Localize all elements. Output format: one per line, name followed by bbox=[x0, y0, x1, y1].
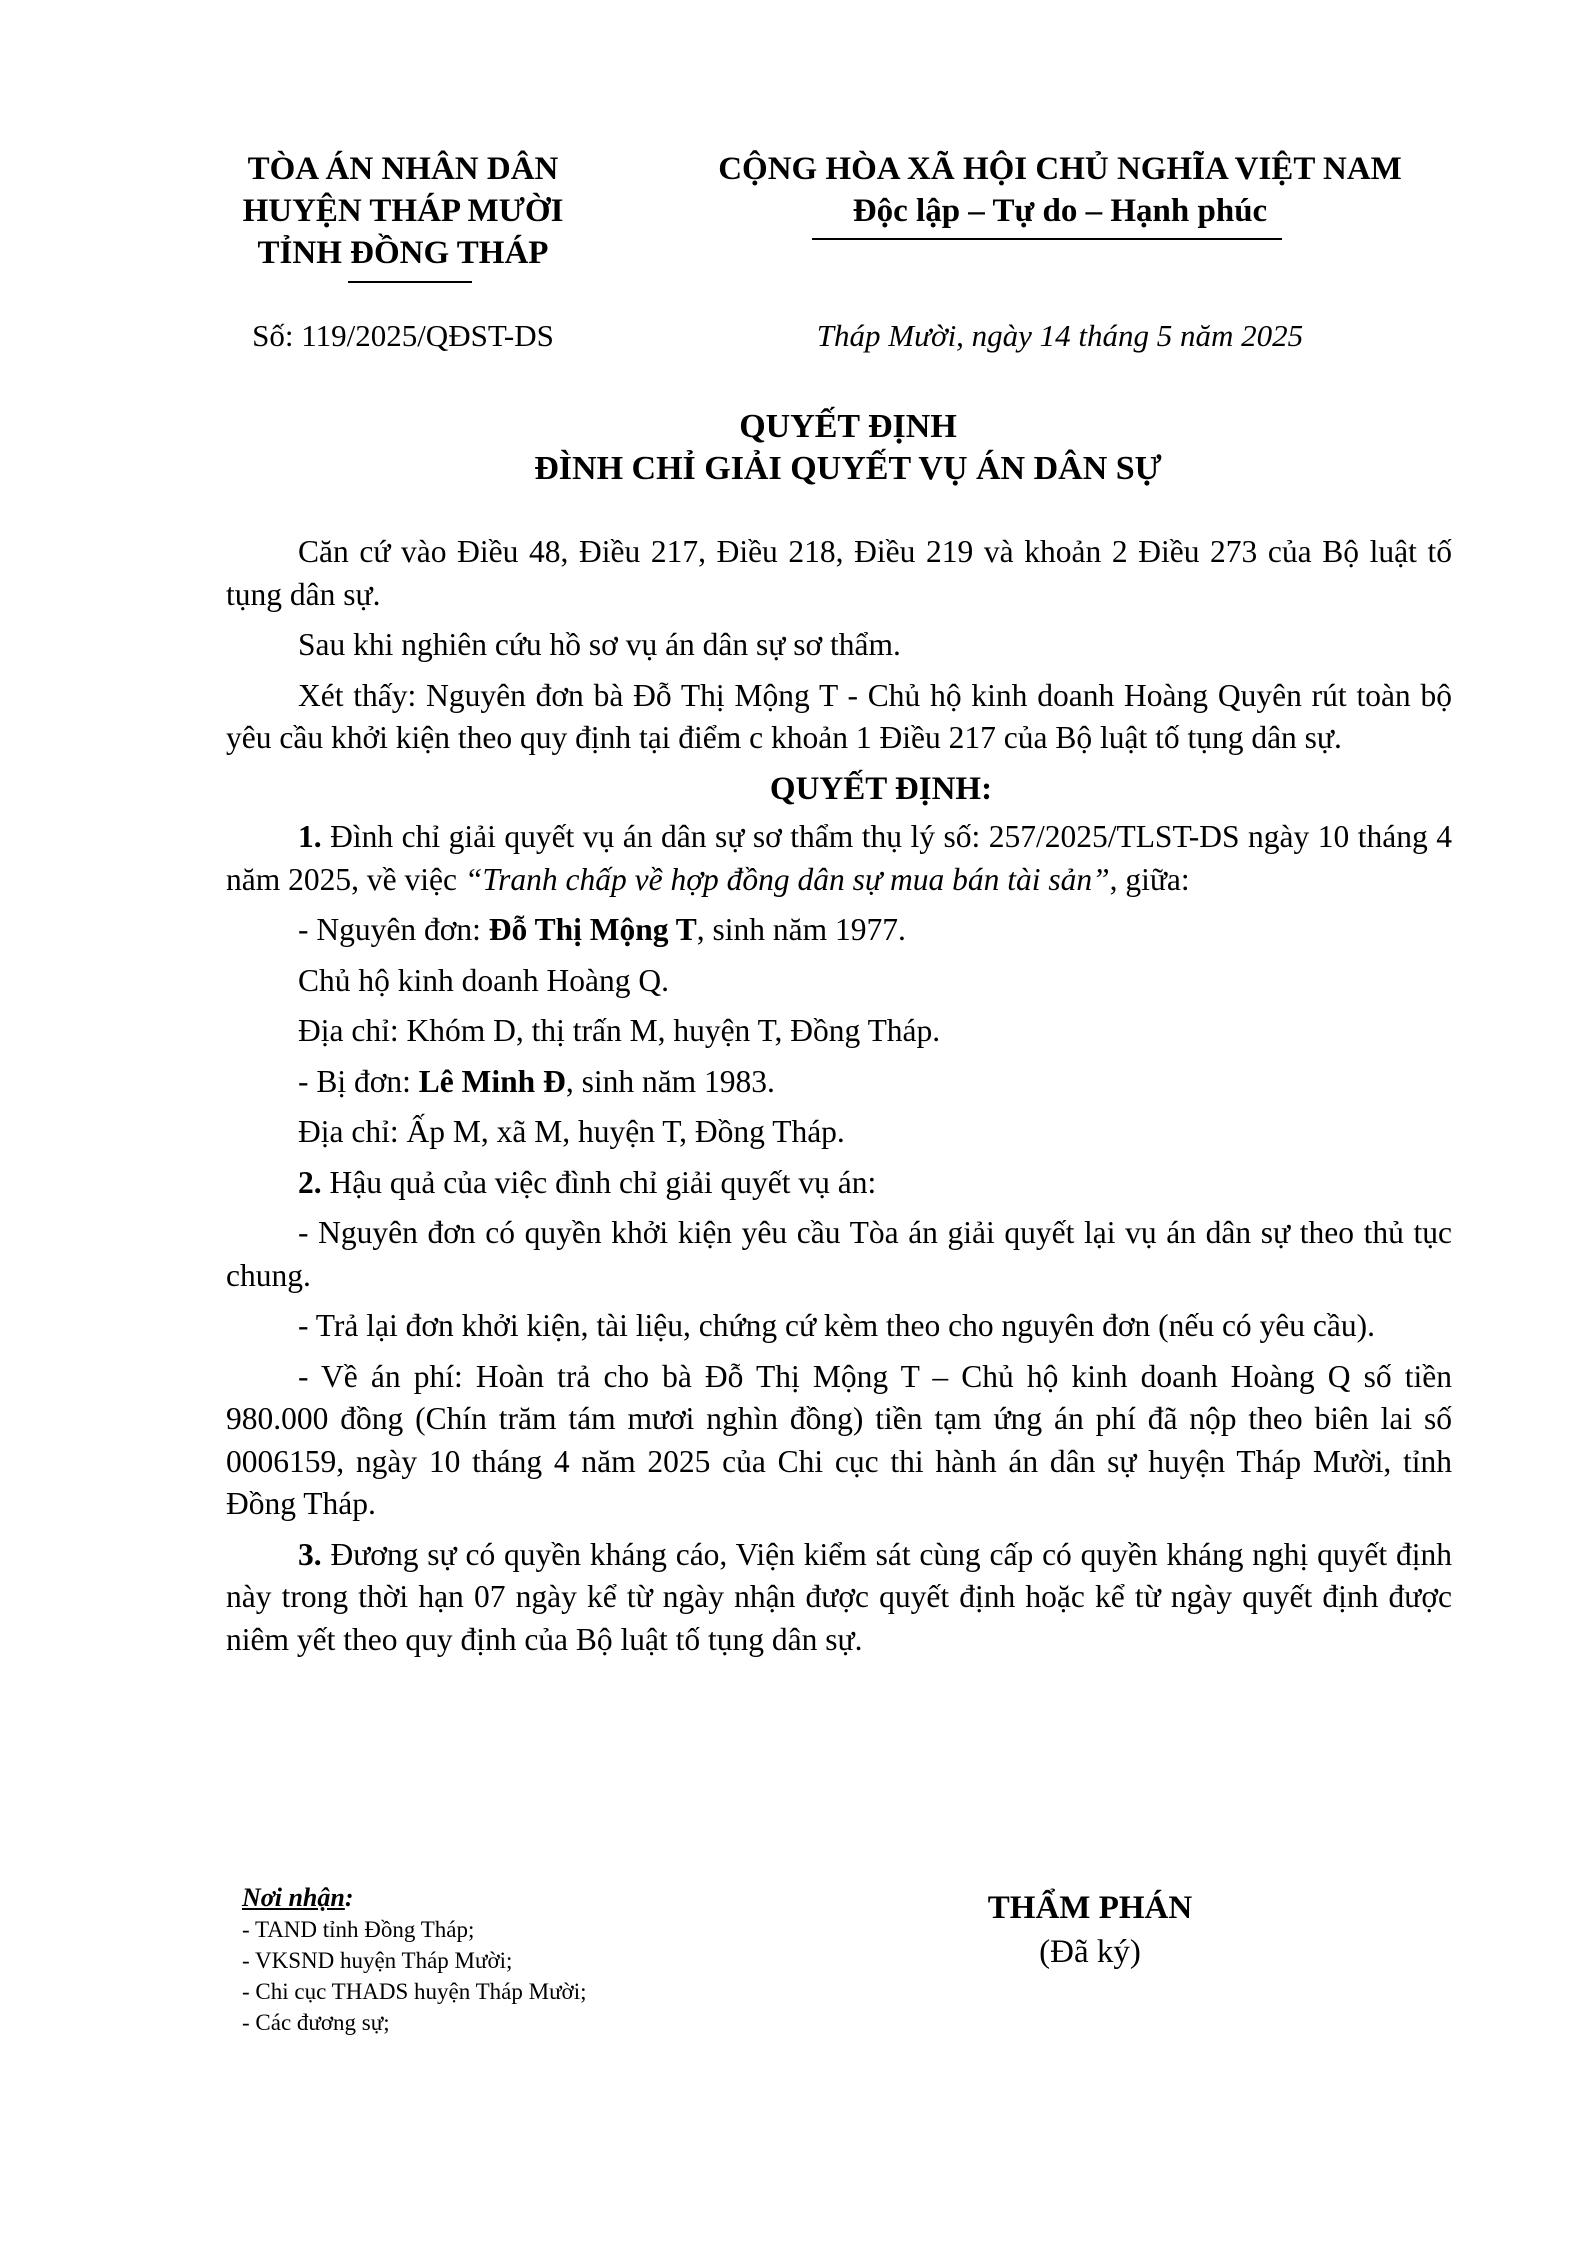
basis-paragraph: Căn cứ vào Điều 48, Điều 217, Điều 218, Điều 219 và khoản 2 Điều 273 của Bộ luật tố tụng dân sự. bbox=[226, 534, 1452, 612]
motto-underline bbox=[812, 238, 1282, 240]
finding-paragraph: Xét thấy: Nguyên đơn bà Đỗ Thị Mộng T - Chủ hộ kinh doanh Hoàng Quyên rút toàn bộ yêu cầu khởi kiện theo quy định tại điểm c khoản 1 Điều 217 của Bộ luật tố tụng dân sự. bbox=[226, 677, 1452, 755]
court-name-line2: HUYỆN THÁP MƯỜI bbox=[242, 193, 564, 229]
decision-heading: QUYẾT ĐỊNH: bbox=[769, 770, 993, 807]
signature-status: (Đã ký) bbox=[1039, 1934, 1141, 1970]
plaintiff-name: Đỗ Thị Mộng T bbox=[488, 912, 697, 947]
document-number: Số: 119/2025/QĐST-DS bbox=[252, 318, 554, 353]
signature-block bbox=[880, 1886, 1300, 1974]
plaintiff-line bbox=[226, 909, 1452, 952]
national-motto: Độc lập – Tự do – Hạnh phúc bbox=[852, 193, 1268, 229]
review-paragraph: Sau khi nghiên cứu hồ sơ vụ án dân sự sơ thẩm. bbox=[298, 627, 901, 662]
plaintiff-business: Chủ hộ kinh doanh Hoàng Q. bbox=[298, 962, 669, 998]
court-name-line3: TỈNH ĐỒNG THÁP bbox=[257, 235, 549, 271]
defendant-address: Địa chỉ: Ấp M, xã M, huyện T, Đồng Tháp. bbox=[298, 1114, 845, 1149]
recipients-label: Nơi nhận bbox=[242, 1883, 345, 1912]
case-subject: “Tranh chấp về hợp đồng dân sự mua bán tài sản” bbox=[464, 861, 1110, 897]
court-name-line1: TÒA ÁN NHÂN DÂN bbox=[247, 151, 559, 187]
court-header-underline bbox=[348, 281, 472, 283]
decision-item-3 bbox=[226, 1534, 1452, 1662]
recipient-item: - TAND tỉnh Đồng Tháp; bbox=[242, 1917, 475, 1942]
item-2-text: Hậu quả của việc đình chỉ giải quyết vụ án: bbox=[321, 1164, 877, 1200]
court-header bbox=[218, 148, 588, 274]
item-1-text: Đình chỉ giải quyết vụ án dân sự sơ thẩm thụ lý số: 257/2025/TLST-DS ngày 10 tháng 4 năm 2025, về việc bbox=[226, 819, 1452, 897]
consequence-3: - Về án phí: Hoàn trả cho bà Đỗ Thị Mộng T – Chủ hộ kinh doanh Hoàng Q số tiền 980.000 đồng (Chín trăm tám mươi nghìn đồng) tiền tạm ứng án phí đã nộp theo biên lai số 0006159, ngày 10 tháng 4 năm 2025 của Chi cục thi hành án dân sự huyện Tháp Mười, tỉnh Đồng Tháp. bbox=[226, 1358, 1452, 1521]
document-date: Tháp Mười, ngày 14 tháng 5 năm 2025 bbox=[816, 318, 1304, 353]
national-name: CỘNG HÒA XÃ HỘI CHỦ NGHĨA VIỆT NAM bbox=[718, 151, 1402, 187]
item-1-number: 1. bbox=[298, 819, 322, 854]
item-3-number: 3. bbox=[298, 1536, 322, 1572]
national-header bbox=[670, 148, 1450, 232]
recipient-item: - Các đương sự; bbox=[242, 2010, 390, 2035]
item-1-text-end: , giữa: bbox=[1109, 861, 1190, 897]
recipients-block bbox=[242, 1882, 802, 2038]
recipients-colon: : bbox=[344, 1883, 354, 1912]
recipients-heading bbox=[242, 1882, 802, 1914]
title-line2: ĐÌNH CHỈ GIẢI QUYẾT VỤ ÁN DÂN SỰ bbox=[534, 450, 1162, 487]
defendant-label: - Bị đơn: bbox=[298, 1063, 419, 1099]
recipient-item: - Chi cục THADS huyện Tháp Mười; bbox=[242, 1979, 587, 2004]
defendant-name: Lê Minh Đ bbox=[418, 1063, 566, 1099]
decision-item-1 bbox=[226, 816, 1452, 901]
document-title bbox=[0, 406, 1586, 490]
defendant-birth: , sinh năm 1983. bbox=[565, 1063, 775, 1099]
defendant-line bbox=[226, 1061, 1452, 1104]
plaintiff-label: - Nguyên đơn: bbox=[298, 912, 489, 947]
decision-item-2 bbox=[226, 1162, 1452, 1205]
recipient-item: - VKSND huyện Tháp Mười; bbox=[242, 1948, 513, 1973]
consequence-1: - Nguyên đơn có quyền khởi kiện yêu cầu Tòa án giải quyết lại vụ án dân sự theo thủ tục chung. bbox=[226, 1215, 1452, 1293]
plaintiff-address: Địa chỉ: Khóm D, thị trấn M, huyện T, Đồng Tháp. bbox=[298, 1013, 941, 1048]
signer-title: THẨM PHÁN bbox=[987, 1890, 1193, 1926]
consequence-2: - Trả lại đơn khởi kiện, tài liệu, chứng cứ kèm theo cho nguyên đơn (nếu có yêu cầu). bbox=[298, 1308, 1375, 1343]
document-body bbox=[226, 531, 1452, 1669]
item-3-text: Đương sự có quyền kháng cáo, Viện kiểm sát cùng cấp có quyền kháng nghị quyết định này trong thời hạn 07 ngày kể từ ngày nhận được quyết định hoặc kể từ ngày quyết định được niêm yết theo quy định của Bộ luật tố tụng dân sự. bbox=[226, 1536, 1452, 1657]
item-2-number: 2. bbox=[298, 1164, 322, 1200]
title-line1: QUYẾT ĐỊNH bbox=[739, 408, 957, 445]
plaintiff-birth: , sinh năm 1977. bbox=[696, 912, 906, 947]
